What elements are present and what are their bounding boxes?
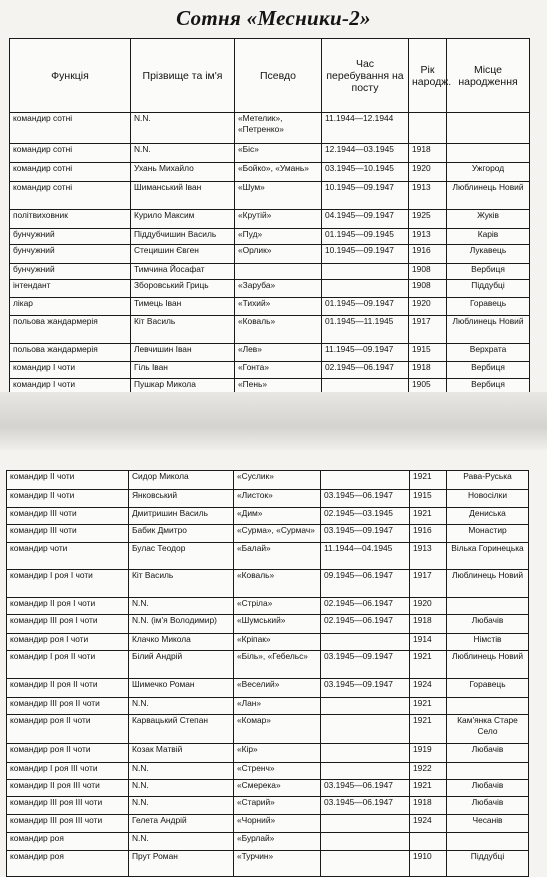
function-cell: командир ІІ роя ІІ чоти [7, 679, 129, 698]
tenure-cell: 02.1945—03.1945 [321, 508, 410, 525]
tenure-cell: 11.1945—09.1947 [322, 344, 409, 362]
birth-year-cell: 1905 [409, 379, 447, 395]
tenure-cell [321, 833, 410, 851]
table-row [7, 780, 529, 797]
pseudonym-cell: «Крутій» [235, 210, 322, 229]
function-cell: командир сотні [10, 163, 131, 182]
pseudonym-cell: «Балай» [234, 543, 321, 570]
birthplace-cell: Карів [447, 229, 530, 245]
name-cell: N.N. [131, 113, 235, 144]
pseudonym-cell: «Лев» [235, 344, 322, 362]
tenure-cell: 09.1945—06.1947 [321, 570, 410, 598]
pseudonym-cell: «Дим» [234, 508, 321, 525]
birth-year-cell: 1917 [409, 316, 447, 344]
pseudonym-cell: «Кір» [234, 744, 321, 763]
name-cell: Курило Максим [131, 210, 235, 229]
tenure-cell: 01.1945—09.1945 [322, 229, 409, 245]
function-cell: командир ІІІ роя ІІ чоти [7, 698, 129, 715]
birth-year-cell: 1920 [409, 163, 447, 182]
pseudonym-cell: «Комар» [234, 715, 321, 744]
table-row [7, 679, 529, 698]
page-title: Сотня «Месники-2» [176, 6, 371, 30]
tenure-cell: 02.1945—06.1947 [321, 615, 410, 634]
name-cell: Прут Роман [129, 851, 234, 877]
table-row [10, 362, 530, 379]
function-cell: командир ІІ чоти [7, 471, 129, 490]
tenure-cell: 12.1944—03.1945 [322, 144, 409, 163]
tenure-cell: 03.1945—09.1947 [321, 679, 410, 698]
birth-year-cell: 1921 [410, 508, 447, 525]
name-cell: Бабик Дмитро [129, 525, 234, 543]
tenure-cell: 03.1945—06.1947 [321, 490, 410, 508]
pseudonym-cell: «Веселий» [234, 679, 321, 698]
pseudonym-cell: «Бурлай» [234, 833, 321, 851]
birth-year-cell [409, 113, 447, 144]
birth-year-cell: 1913 [409, 229, 447, 245]
birth-year-cell: 1913 [409, 182, 447, 210]
birthplace-cell: Люблинець Новий [447, 182, 530, 210]
birthplace-cell: Ужгород [447, 163, 530, 182]
header-pseudonym: Псевдо [235, 39, 322, 113]
name-cell: Стецишин Євген [131, 245, 235, 264]
function-cell: командир ІІ роя І чоти [7, 598, 129, 615]
birthplace-cell: Чесанів [447, 815, 529, 833]
tenure-cell [321, 744, 410, 763]
function-cell: командир ІІІ роя ІІІ чоти [7, 797, 129, 815]
table-row [10, 163, 530, 182]
table-row [7, 744, 529, 763]
function-cell: командир І роя І чоти [7, 570, 129, 598]
tenure-cell [322, 264, 409, 280]
name-cell: Кіт Василь [131, 316, 235, 344]
birth-year-cell: 1918 [410, 797, 447, 815]
name-cell: Тимець Іван [131, 298, 235, 316]
name-cell: Білий Андрій [129, 651, 234, 679]
function-cell: командир І роя ІІ чоти [7, 651, 129, 679]
birth-year-cell: 1915 [409, 344, 447, 362]
birthplace-cell: Вербиця [447, 264, 530, 280]
pseudonym-cell: «Смерека» [234, 780, 321, 797]
birthplace-cell: Піддубці [447, 280, 530, 298]
officers-table-part-1 [9, 38, 530, 412]
pseudonym-cell: «Листок» [234, 490, 321, 508]
tenure-cell: 02.1945—06.1947 [321, 598, 410, 615]
pseudonym-cell: «Коваль» [234, 570, 321, 598]
birth-year-cell: 1921 [410, 715, 447, 744]
pseudonym-cell: «Тихий» [235, 298, 322, 316]
function-cell: політвиховник [10, 210, 131, 229]
pseudonym-cell: «Стренч» [234, 763, 321, 780]
tenure-cell [321, 715, 410, 744]
pseudonym-cell: «Орлик» [235, 245, 322, 264]
table-row [10, 344, 530, 362]
birthplace-cell: Дениська [447, 508, 529, 525]
tenure-cell [321, 634, 410, 651]
birthplace-cell: Вербиця [447, 362, 530, 379]
name-cell: N.N. [129, 598, 234, 615]
table-row [7, 698, 529, 715]
table-row [10, 182, 530, 210]
pseudonym-cell: «Гонта» [235, 362, 322, 379]
function-cell: командир ІІІ чоти [7, 508, 129, 525]
function-cell: бунчужний [10, 264, 131, 280]
birth-year-cell: 1921 [410, 780, 447, 797]
table-row [7, 615, 529, 634]
page-gap [0, 392, 547, 450]
birthplace-cell: Верхрата [447, 344, 530, 362]
table-row [10, 144, 530, 163]
tenure-cell: 10.1945—09.1947 [322, 245, 409, 264]
tenure-cell [321, 815, 410, 833]
header-birth-year: Рік народж. [409, 39, 447, 113]
tenure-cell: 03.1945—09.1947 [321, 651, 410, 679]
pseudonym-cell: «Стріла» [234, 598, 321, 615]
birthplace-cell: Любачів [447, 744, 529, 763]
function-cell: інтендант [10, 280, 131, 298]
name-cell: Янковський [129, 490, 234, 508]
pseudonym-cell: «Коваль» [235, 316, 322, 344]
header-birthplace: Місце народження [447, 39, 530, 113]
table-row [7, 525, 529, 543]
name-cell: Карвацький Степан [129, 715, 234, 744]
function-cell: командир І чоти [10, 362, 131, 379]
tenure-cell [322, 280, 409, 298]
function-cell: командир ІІ чоти [7, 490, 129, 508]
name-cell: Піддубчишин Василь [131, 229, 235, 245]
birthplace-cell: Новосілки [447, 490, 529, 508]
birthplace-cell: Люблинець Новий [447, 316, 530, 344]
name-cell: Ухань Михайло [131, 163, 235, 182]
birthplace-cell [447, 113, 530, 144]
table-row [10, 280, 530, 298]
birthplace-cell [447, 698, 529, 715]
tenure-cell [321, 851, 410, 877]
name-cell: Шимечко Роман [129, 679, 234, 698]
table-row [7, 634, 529, 651]
table-row [7, 763, 529, 780]
name-cell: N.N. [131, 144, 235, 163]
pseudonym-cell: «Чорний» [234, 815, 321, 833]
tenure-cell: 10.1945—09.1947 [322, 182, 409, 210]
function-cell: командир ІІІ роя І чоти [7, 615, 129, 634]
birthplace-cell: Любачів [447, 615, 529, 634]
tenure-cell: 04.1945—09.1947 [322, 210, 409, 229]
tenure-cell: 03.1945—10.1945 [322, 163, 409, 182]
function-cell: бунчужний [10, 245, 131, 264]
table-row [7, 815, 529, 833]
pseudonym-cell: «Турчин» [234, 851, 321, 877]
table-row [7, 851, 529, 877]
birthplace-cell [447, 833, 529, 851]
birthplace-cell: Рава-Руська [447, 471, 529, 490]
name-cell: Тимчина Йосафат [131, 264, 235, 280]
table-row [10, 229, 530, 245]
birth-year-cell: 1920 [409, 298, 447, 316]
birth-year-cell: 1922 [410, 763, 447, 780]
name-cell: Пушкар Микола [131, 379, 235, 395]
pseudonym-cell: «Кріпак» [234, 634, 321, 651]
function-cell: командир сотні [10, 144, 131, 163]
birth-year-cell: 1916 [409, 245, 447, 264]
birthplace-cell [447, 144, 530, 163]
name-cell: Гелета Андрій [129, 815, 234, 833]
pseudonym-cell: «Старий» [234, 797, 321, 815]
birth-year-cell: 1921 [410, 471, 447, 490]
name-cell: N.N. [129, 698, 234, 715]
name-cell: Козак Матвій [129, 744, 234, 763]
pseudonym-cell: «Пень» [235, 379, 322, 395]
name-cell: Сидор Микола [129, 471, 234, 490]
birth-year-cell: 1915 [410, 490, 447, 508]
name-cell: Клачко Микола [129, 634, 234, 651]
pseudonym-cell: «Шум» [235, 182, 322, 210]
birthplace-cell: Піддубці [447, 851, 529, 877]
pseudonym-cell: «Біс» [235, 144, 322, 163]
birthplace-cell [447, 598, 529, 615]
table-row [10, 113, 530, 144]
pseudonym-cell: «Бойко», «Умань» [235, 163, 322, 182]
table-row [7, 543, 529, 570]
birthplace-cell: Вербиця [447, 379, 530, 395]
function-cell: командир ІІІ роя ІІІ чоти [7, 815, 129, 833]
name-cell: Шиманський Іван [131, 182, 235, 210]
function-cell: лікар [10, 298, 131, 316]
function-cell: командир роя [7, 851, 129, 877]
birthplace-cell: Люблинець Новий [447, 570, 529, 598]
birth-year-cell: 1914 [410, 634, 447, 651]
table-row [10, 316, 530, 344]
table-row [10, 298, 530, 316]
pseudonym-cell: «Заруба» [235, 280, 322, 298]
birthplace-cell: Монастир [447, 525, 529, 543]
function-cell: польова жандармерія [10, 344, 131, 362]
birth-year-cell: 1916 [410, 525, 447, 543]
name-cell: N.N. [129, 797, 234, 815]
birthplace-cell: Горавець [447, 679, 529, 698]
birthplace-cell: Люблинець Новий [447, 651, 529, 679]
birth-year-cell: 1925 [409, 210, 447, 229]
tenure-cell: 02.1945—06.1947 [322, 362, 409, 379]
tenure-cell: 01.1945—09.1947 [322, 298, 409, 316]
birth-year-cell [410, 833, 447, 851]
tenure-cell: 03.1945—06.1947 [321, 797, 410, 815]
function-cell: командир ІІІ чоти [7, 525, 129, 543]
pseudonym-cell: «Метелик», «Петренко» [235, 113, 322, 144]
birth-year-cell: 1921 [410, 651, 447, 679]
birthplace-cell: Лукавець [447, 245, 530, 264]
birth-year-cell: 1921 [410, 698, 447, 715]
birth-year-cell: 1918 [409, 144, 447, 163]
birthplace-cell: Любачів [447, 797, 529, 815]
table-row [7, 598, 529, 615]
birth-year-cell: 1924 [410, 815, 447, 833]
table-row [7, 471, 529, 490]
birth-year-cell: 1918 [410, 615, 447, 634]
table-row [10, 210, 530, 229]
table-row [7, 570, 529, 598]
table-row [7, 715, 529, 744]
birth-year-cell: 1908 [409, 280, 447, 298]
tenure-cell: 11.1944—04.1945 [321, 543, 410, 570]
name-cell: N.N. [129, 780, 234, 797]
pseudonym-cell: «Пуд» [235, 229, 322, 245]
function-cell: командир І чоти [10, 379, 131, 395]
function-cell: командир чоти [7, 543, 129, 570]
function-cell: командир І роя ІІІ чоти [7, 763, 129, 780]
table-row [10, 245, 530, 264]
name-cell: Булас Теодор [129, 543, 234, 570]
birthplace-cell: Німстів [447, 634, 529, 651]
name-cell: N.N. [129, 763, 234, 780]
function-cell: командир роя І чоти [7, 634, 129, 651]
pseudonym-cell: «Сурма», «Сурмач» [234, 525, 321, 543]
birthplace-cell [447, 763, 529, 780]
name-cell: Кіт Василь [129, 570, 234, 598]
function-cell: командир роя ІІ чоти [7, 744, 129, 763]
tenure-cell: 01.1945—11.1945 [322, 316, 409, 344]
pseudonym-cell [235, 264, 322, 280]
name-cell: Зборовський Гриць [131, 280, 235, 298]
birthplace-cell: Горавець [447, 298, 530, 316]
function-cell: командир роя ІІ чоти [7, 715, 129, 744]
tenure-cell: 03.1945—06.1947 [321, 780, 410, 797]
pseudonym-cell: «Шумський» [234, 615, 321, 634]
birth-year-cell: 1919 [410, 744, 447, 763]
birthplace-cell: Любачів [447, 780, 529, 797]
table-row [7, 490, 529, 508]
header-name: Прізвище та ім'я [131, 39, 235, 113]
table-row [7, 833, 529, 851]
function-cell: командир сотні [10, 182, 131, 210]
function-cell: бунчужний [10, 229, 131, 245]
pseudonym-cell: «Суслик» [234, 471, 321, 490]
pseudonym-cell: «Лан» [234, 698, 321, 715]
tenure-cell: 11.1944—12.1944 [322, 113, 409, 144]
name-cell: Дмитришин Василь [129, 508, 234, 525]
table-row [10, 264, 530, 280]
name-cell: Гіль Іван [131, 362, 235, 379]
function-cell: польова жандармерія [10, 316, 131, 344]
table-row [7, 508, 529, 525]
function-cell: командир ІІ роя ІІІ чоти [7, 780, 129, 797]
birth-year-cell: 1910 [410, 851, 447, 877]
header-function: Функція [10, 39, 131, 113]
birth-year-cell: 1918 [409, 362, 447, 379]
birth-year-cell: 1913 [410, 543, 447, 570]
table-row [7, 797, 529, 815]
pseudonym-cell: «Біль», «Гебельс» [234, 651, 321, 679]
table-row [7, 651, 529, 679]
birth-year-cell: 1924 [410, 679, 447, 698]
birth-year-cell: 1920 [410, 598, 447, 615]
header-tenure: Час перебування на посту [322, 39, 409, 113]
birthplace-cell: Вілька Горинецька [447, 543, 529, 570]
tenure-cell [321, 698, 410, 715]
function-cell: командир роя [7, 833, 129, 851]
tenure-cell [321, 471, 410, 490]
tenure-cell: 03.1945—09.1947 [321, 525, 410, 543]
officers-table-part-2 [6, 470, 529, 877]
birthplace-cell: Жуків [447, 210, 530, 229]
header-row [10, 39, 530, 113]
name-cell: N.N. (ім'я Володимир) [129, 615, 234, 634]
name-cell: Левчишин Іван [131, 344, 235, 362]
birth-year-cell: 1908 [409, 264, 447, 280]
birthplace-cell: Кам'янка Старе Село [447, 715, 529, 744]
name-cell: N.N. [129, 833, 234, 851]
birth-year-cell: 1917 [410, 570, 447, 598]
function-cell: командир сотні [10, 113, 131, 144]
tenure-cell [321, 763, 410, 780]
